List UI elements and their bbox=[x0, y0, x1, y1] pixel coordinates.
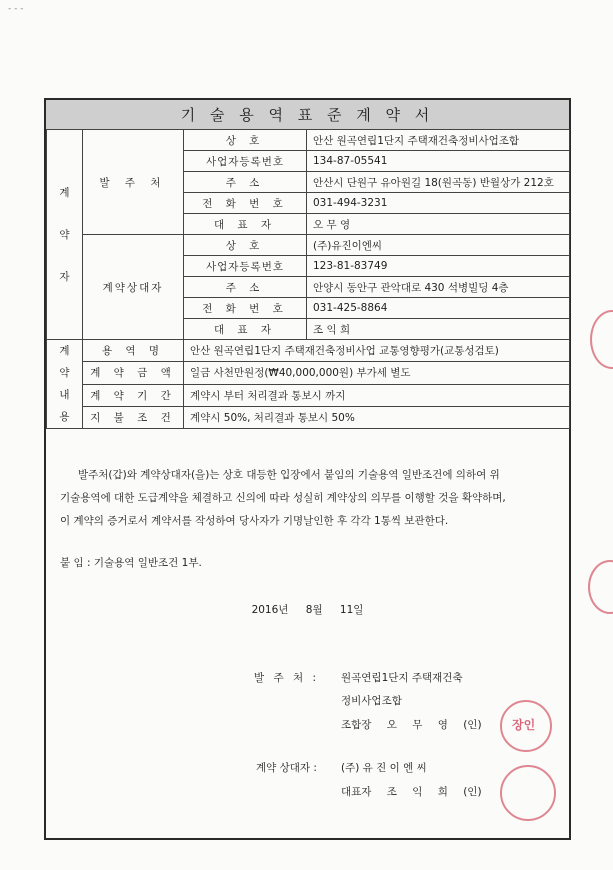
edge-seal-stamp bbox=[588, 560, 613, 614]
field-value: 오 무 영 bbox=[307, 214, 570, 235]
edge-seal-stamp bbox=[590, 310, 613, 369]
union-seal-text: 장인 bbox=[512, 718, 536, 732]
field-value: 031-425-8864 bbox=[307, 298, 570, 319]
scan-mark: - - - bbox=[8, 4, 24, 14]
field-label: 사업자등록번호 bbox=[184, 256, 307, 277]
field-value: 134-87-05541 bbox=[307, 151, 570, 172]
content-value: 계약시 부터 처리결과 통보시 까지 bbox=[184, 384, 570, 406]
sign-contractor-rep: 대표자 조 익 희 (인) bbox=[341, 786, 482, 798]
ordering-party-label: 발 주 처 bbox=[83, 130, 184, 235]
field-label: 사업자등록번호 bbox=[184, 151, 307, 172]
contract-document bbox=[44, 98, 571, 840]
content-label: 지 불 조 건 bbox=[83, 406, 184, 428]
annex-note: 붙 임 : 기술용역 일반조건 1부. bbox=[60, 557, 202, 569]
sign-contractor-name: (주) 유 진 이 엔 씨 bbox=[341, 762, 427, 774]
field-label: 대 표 자 bbox=[184, 319, 307, 340]
sign-ordering-rep: 조합장 오 무 영 (인) bbox=[341, 719, 482, 731]
field-label: 전 화 번 호 bbox=[184, 298, 307, 319]
sign-ordering-name-2: 정비사업조합 bbox=[341, 695, 402, 707]
field-label: 주 소 bbox=[184, 277, 307, 298]
field-value: 조 익 희 bbox=[307, 319, 570, 340]
document-title: 기 술 용 역 표 준 계 약 서 bbox=[46, 100, 569, 130]
sign-contractor-label: 계약 상대자 : bbox=[256, 762, 317, 774]
contract-table bbox=[46, 129, 570, 429]
field-label: 상 호 bbox=[184, 235, 307, 256]
content-label: 계 약 기 간 bbox=[83, 384, 184, 406]
contractor-label: 계약상대자 bbox=[83, 235, 184, 340]
field-value: 031-494-3231 bbox=[307, 193, 570, 214]
content-label: 용 역 명 bbox=[83, 340, 184, 362]
contract-date: 2016년 8월 11일 bbox=[251, 604, 364, 616]
field-value: 123-81-83749 bbox=[307, 256, 570, 277]
sign-ordering-label: 발 주 처 : bbox=[254, 672, 316, 684]
field-value: 안양시 동안구 관악대로 430 석병빌딩 4층 bbox=[307, 277, 570, 298]
company-seal-stamp bbox=[500, 765, 556, 821]
field-label: 대 표 자 bbox=[184, 214, 307, 235]
contract-content-label: 계 약 내 용 bbox=[47, 340, 83, 429]
field-value: (주)유진이엔씨 bbox=[307, 235, 570, 256]
field-label: 상 호 bbox=[184, 130, 307, 151]
contract-body-text: 발주처(갑)와 계약상대자(을)는 상호 대등한 입장에서 붙임의 기술용역 일반조건에 의하여 위 기술용역에 대한 도급계약을 체결하고 신의에 따라 성실히 계약상의 의무를 이행할 것을 확약하며, 이 계약의 증거로서 계약서를 작성하여 당사자가 기명날인한 후 각각 1통씩 보관한다. bbox=[60, 469, 506, 527]
field-value: 안산시 단원구 유아원길 18(원곡동) 반월상가 212호 bbox=[307, 172, 570, 193]
field-value: 안산 원곡연립1단지 주택재건축정비사업조합 bbox=[307, 130, 570, 151]
sign-ordering-name-1: 원곡연립1단지 주택재건축 bbox=[341, 672, 463, 684]
contract-party-label: 계 약 자 bbox=[47, 130, 83, 340]
content-label: 계 약 금 액 bbox=[83, 362, 184, 384]
field-label: 전 화 번 호 bbox=[184, 193, 307, 214]
field-label: 주 소 bbox=[184, 172, 307, 193]
content-value: 일금 사천만원정(₩40,000,000원) 부가세 별도 bbox=[184, 362, 570, 384]
content-value: 안산 원곡연립1단지 주택재건축정비사업 교통영향평가(교통성검토) bbox=[184, 340, 570, 362]
content-value: 계약시 50%, 처리결과 통보시 50% bbox=[184, 406, 570, 428]
